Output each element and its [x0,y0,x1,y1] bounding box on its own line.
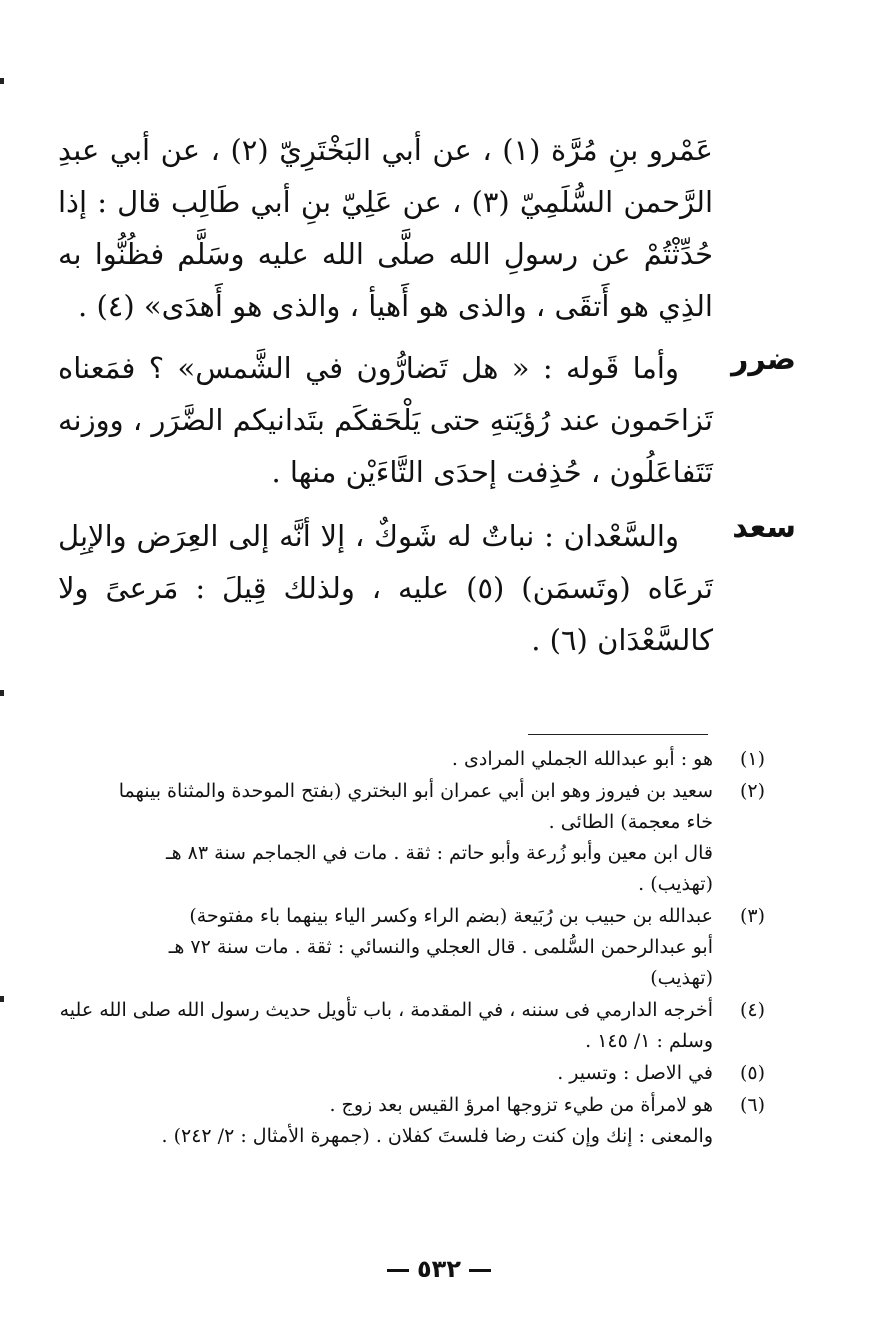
footnotes-section [53,744,766,1153]
scan-mark [0,78,4,84]
footnote-number: (٣) [739,905,766,927]
paragraph-hadith [58,124,713,332]
footnote-number: (٢) [739,780,766,802]
footnote [53,1058,766,1089]
footnote-line: في الاصل : وتسير . [557,1062,713,1084]
footnote-number: (٥) [739,1062,766,1084]
footnote-number: (٦) [739,1094,766,1116]
footnote-line: خاء معجمة) الطائى . [548,811,713,833]
paragraph-text: عَمْرو بنِ مُرَّة (١) ، عن أبي البَخْتَرِيّ (٢) ، عن أبي عبدِ الرَّحمن السُّلَمِيّ (٣) ، عن عَلِيّ بنِ أبي طَالِب قال : إذا حُدِّثْتُمْ عن رسولِ الله صلَّى الله عليه وسَلَّم فظُنُّوا به الذِي هو أَتقَى ، والذى هو أَهيأ ، والذى هو أَهدَى» (٤) . [58,133,714,323]
paragraph-dharar [58,342,713,498]
scan-mark [0,690,4,696]
footnote-number: (٤) [739,999,766,1021]
footnote [53,1090,766,1152]
paragraph-saadan [58,510,713,666]
footnote-line: أبو عبدالرحمن السُّلمى . قال العجلي والنسائي : ثقة . مات سنة ٧٢ هـ [168,936,713,958]
footnote [53,995,766,1057]
footnote-line: وسلم : ١/ ١٤٥ . [585,1030,713,1052]
footnote-line: قال ابن معين وأبو زُرعة وأبو حاتم : ثقة . مات في الجماجم سنة ٨٣ هـ [166,842,713,864]
page-number-dash [387,1269,409,1272]
footnote-line: والمعنى : إنك وإن كنت رضا فلستَ كفلان . (جمهرة الأمثال : ٢/ ٢٤٢) . [161,1125,713,1147]
footnote-line: هو لامرأة من طيء تزوجها امرؤ القيس بعد زوج . [329,1094,713,1116]
page-number: ٥٣٢ [0,1255,878,1283]
footnote-line: (تهذيب) [650,967,713,989]
footnote-number: (١) [739,748,766,770]
margin-root-word: سعد [732,510,796,545]
paragraph-text: والسَّعْدان : نباتٌ له شَوكٌ ، إلا أنَّه إلى العِرَض والإبِل تَرعَاه (وتَسمَن) (٥) عليه ، ولذلك قِيلَ : مَرعىً ولا كالسَّعْدَان (٦) . [58,519,713,657]
footnote-separator [528,734,708,735]
footnote [53,901,766,994]
paragraph-text: وأما قَوله : « هل تَضارُّون في الشَّمس» ؟ فمَعناه تَزاحَمون عند رُؤيَتهِ حتى يَلْحَقكَم بتَدانيكم الضَّرَر ، ووزنه تَتَفاعَلُون ، حُذِفت إحدَى التَّاءَيْن منها . [57,351,713,489]
scan-mark [0,996,4,1002]
footnote [53,776,766,900]
footnote-line: (تهذيب) . [638,873,713,895]
footnote-line: هو : أبو عبدالله الجملي المرادى . [451,748,713,770]
footnote [53,744,766,775]
footnote-line: أخرجه الدارمي فى سننه ، في المقدمة ، باب تأويل حديث رسول الله صلى الله عليه [59,999,713,1021]
margin-root-word: ضرر [731,342,796,377]
page-number-dash [469,1269,491,1272]
footnote-line: سعيد بن فيروز وهو ابن أبي عمران أبو البختري (بفتح الموحدة والمثناة بينهما [118,780,713,802]
footnote-line: عبدالله بن حبيب بن رُبَيعة (بضم الراء وكسر الياء بينهما باء مفتوحة) [189,905,713,927]
